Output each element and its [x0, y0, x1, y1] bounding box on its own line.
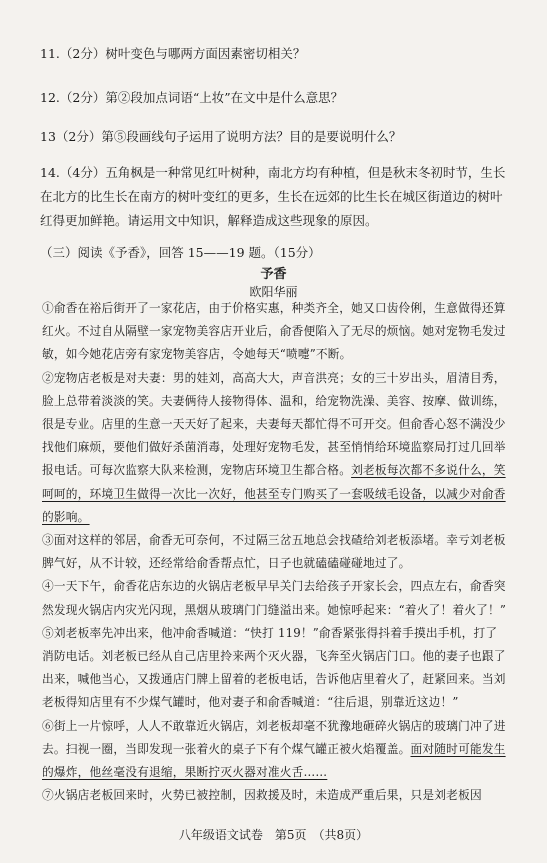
story-paragraph-5: ⑤刘老板率先冲出来，他冲俞香喊道：“快打 119！”俞香紧张得抖着手摸出手机，打了消防电话。刘老板已经从自己店里拎来两个灭火器，飞奔至火锅店门口。他的妻子也跟了出来，喊他当心，又拨通店门牌上留着的老板电话，告诉他店里着火了，赶紧回来。当刘老板得知店里有不少煤气罐时，他对妻子和俞香喊道：“往后退，别靠近这边！” — [42, 625, 506, 710]
question-12: 12.（2分）第②段加点词语“上妆”在文中是什么意思？ — [40, 90, 344, 105]
page-footer: 八年级语文试卷 第5页 （共8页） — [178, 828, 369, 842]
question-13: 13（2分）第⑤段画线句子运用了说明方法？目的是要说明什么？ — [40, 129, 402, 144]
story-paragraph-7: ⑦火锅店老板回来时，火势已被控制，因救援及时，未造成严重后果，只是刘老板因 — [42, 788, 482, 803]
story-title: 予香 — [260, 267, 287, 282]
story-paragraph-1: ①俞香在裕后街开了一家花店，由于价格实惠，种类齐全，她又口齿伶俐，生意做得还算红火。不过自从隔壁一家宠物美容店开业后，俞香便陷入了无尽的烦恼。她对宠物毛发过敏，如今她花店旁有家宠物美容店，令她每天“喷嚏”不断。 — [42, 301, 506, 362]
story-paragraph-2 — [42, 367, 507, 529]
question-14: 14.（4分）五角枫是一种常见红叶树种，南北方均有种植，但是秋末冬初时节，生长在北方的比生长在南方的树叶变红的更多，生长在远郊的比生长在城区街道边的树叶红得更加鲜艳。请运用文中知识，解释造成这些现象的原因。 — [40, 165, 506, 228]
underlined-sentence-p2: 刘老板每次都不多说什么，笑呵呵的，环境卫生做得一次比一次好，他甚至专门购买了一套吸绒毛设备，以减少对俞香的影响。 — [42, 463, 506, 524]
story-paragraph-4: ④一天下午，俞香花店东边的火锅店老板早早关门去给孩子开家长会，四点左右，俞香突然发现火锅店内灾光闪现，黑烟从玻璃门门缝溢出来。她惊呼起来：“着火了！着火了！” — [42, 579, 507, 617]
story-paragraph-6 — [42, 715, 507, 785]
story-paragraph-6-text: ⑥街上一片惊呼，人人不敢靠近火锅店，刘老板却毫不犹豫地砸碎火锅店的玻璃门冲了进去。扫视一圈，当即发现一张着火的桌子下有个煤气罐正被火焰覆盖。 — [42, 718, 506, 756]
story-body — [42, 297, 507, 807]
question-11: 11.（2分）树叶变色与哪两方面因素密切相关？ — [40, 46, 306, 61]
story-author: 欧阳华丽 — [249, 285, 298, 299]
story-paragraph-3: ③面对这样的邻居，俞香无可奈何，不过隔三岔五地总会找碴给刘老板添堵。幸亏刘老板脾气好，从不计较，还经常给俞香帮点忙，日子也就磕磕碰碰地过了。 — [42, 533, 506, 571]
section-header: （三）阅读《予香》，回答 15——19 题。（15分） — [40, 245, 321, 260]
underlined-sentence-p6: 面对随时可能发生的爆炸，他丝毫没有退缩，果断拧灭火器对准火舌…… — [42, 741, 506, 780]
story-paragraph-2-text: ②宠物店老板是对夫妻：男的娃刘，高高大大，声音洪亮；女的三十岁出头，眉清目秀，脸上总带着淡淡的笑。夫妻俩待人接物得体、温和，给宠物洗澡、美容、按摩、做训练，很是专业。店里的生意一天天好了起来，夫妻每天都忙得不可开交。但俞香心怒不满没少找他们麻烦，要他们做好杀菌消毒，处理好宠物毛发，甚至悄悄给环境监察局打过几回举报电话。可每次监察大队来检测，宠物店环境卫生都合格。 — [42, 370, 506, 478]
